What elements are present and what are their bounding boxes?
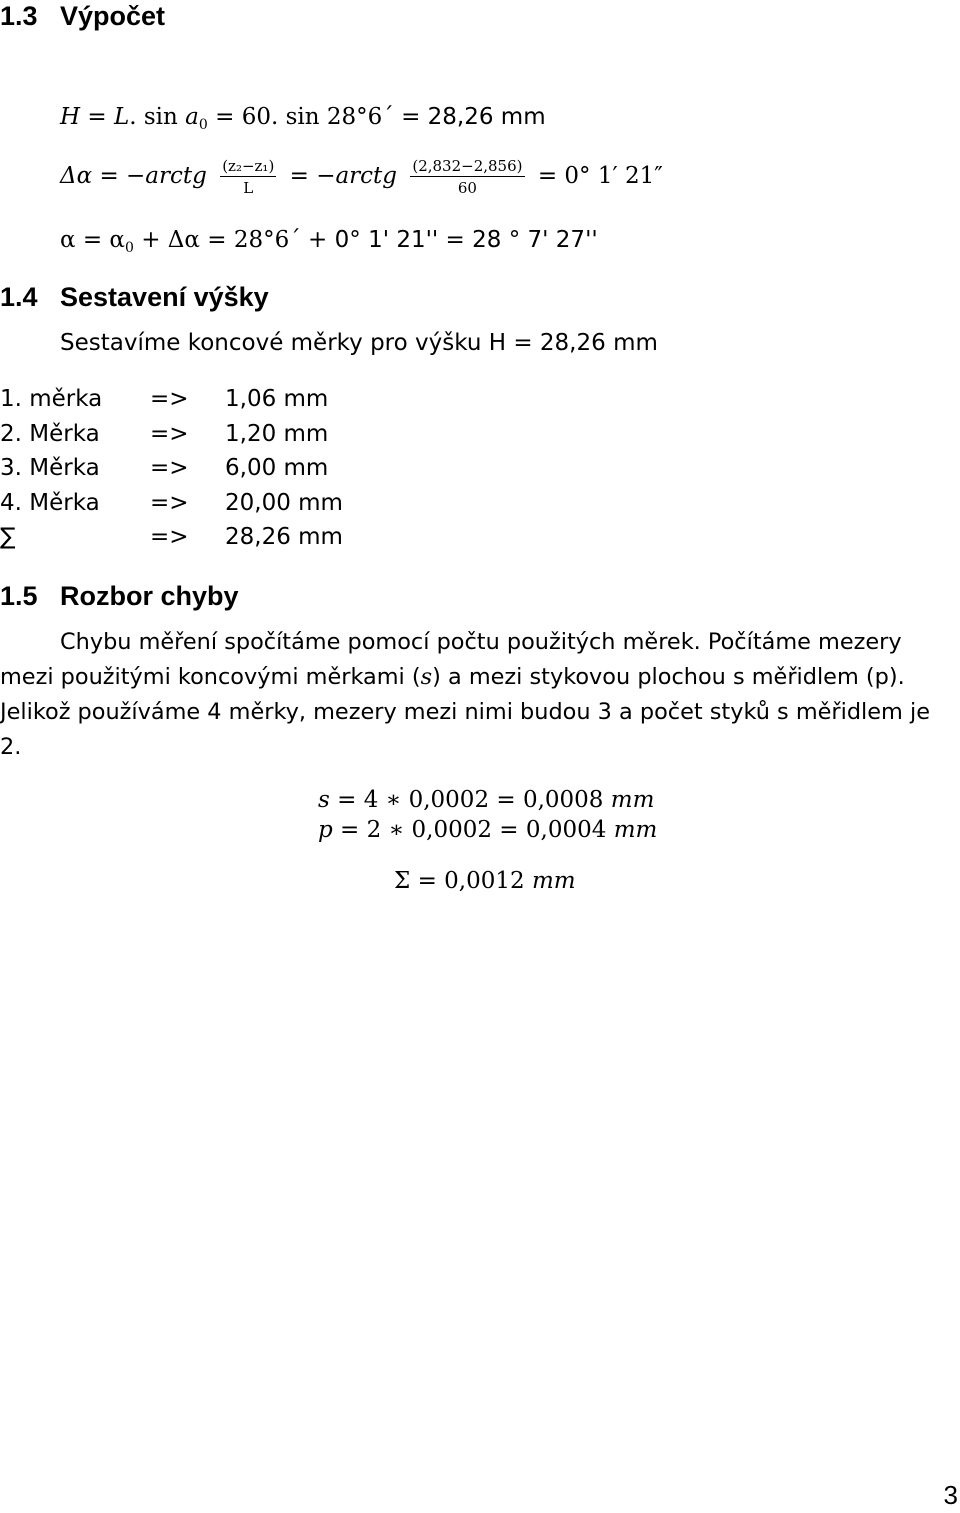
section-number: 1.3: [0, 1, 38, 31]
section-heading-1-5: [0, 580, 239, 612]
fraction-z: $\frac{\text{(z₂−z₁)}}{L}$: [222, 157, 275, 197]
var-l: L: [113, 104, 130, 130]
equation-height: H = L. $\sin a_0 = 60$. sin 28°6´ = 28,26 mm: [60, 104, 546, 133]
alpha-result: 0° 1' 21'' = 28 ° 7' 27'': [334, 227, 598, 253]
section-heading-1-4: [0, 281, 269, 313]
fraction-values: $\frac{(2,832-2,856)}{60}$: [412, 157, 523, 197]
section-title: Rozbor chyby: [60, 581, 239, 611]
var-h: H: [60, 104, 81, 130]
equation-delta-alpha: Δα = −arctg $\frac{\text{(z₂−z₁)}}{L}$ = −arctg $\frac{(2,832-2,856)}{60}$ = 0° 1′ 21″: [60, 157, 663, 197]
section-number: 1.4: [0, 282, 38, 312]
sum-symbol: ∑: [0, 524, 16, 550]
section-number: 1.5: [0, 581, 38, 611]
section-heading-1-3: [0, 0, 165, 32]
intro-text: Sestavíme koncové měrky pro výšku H = 28,26 mm: [60, 330, 658, 356]
page-number: 3: [943, 1480, 958, 1510]
equation-sum: Σ = 0,0012 mm: [394, 868, 576, 894]
equation-p: p = 2 ∗ 0,0002 = 0,0004 mm: [318, 817, 658, 843]
section-title: Sestavení výšky: [60, 282, 269, 312]
section-title: Výpočet: [60, 1, 166, 31]
error-analysis-paragraph: Chybu měření spočítáme pomocí počtu použitých měrek. Počítáme mezery mezi použitými koncovými měrkami (s) a mezi stykovou plochou s měřidlem (p). Jelikož používáme 4 měrky, mezery mezi nimi budou 3 a počet styků s měřidlem je 2.: [0, 629, 930, 760]
height-result: 28,26 mm: [427, 104, 546, 130]
equation-alpha: $\alpha = \alpha_0 + \Delta\alpha$ = 28°6´ + 0° 1' 21'' = 28 ° 7' 27'': [60, 227, 598, 256]
equation-s: s = 4 ∗ 0,0002 = 0,0008 mm: [318, 787, 655, 813]
